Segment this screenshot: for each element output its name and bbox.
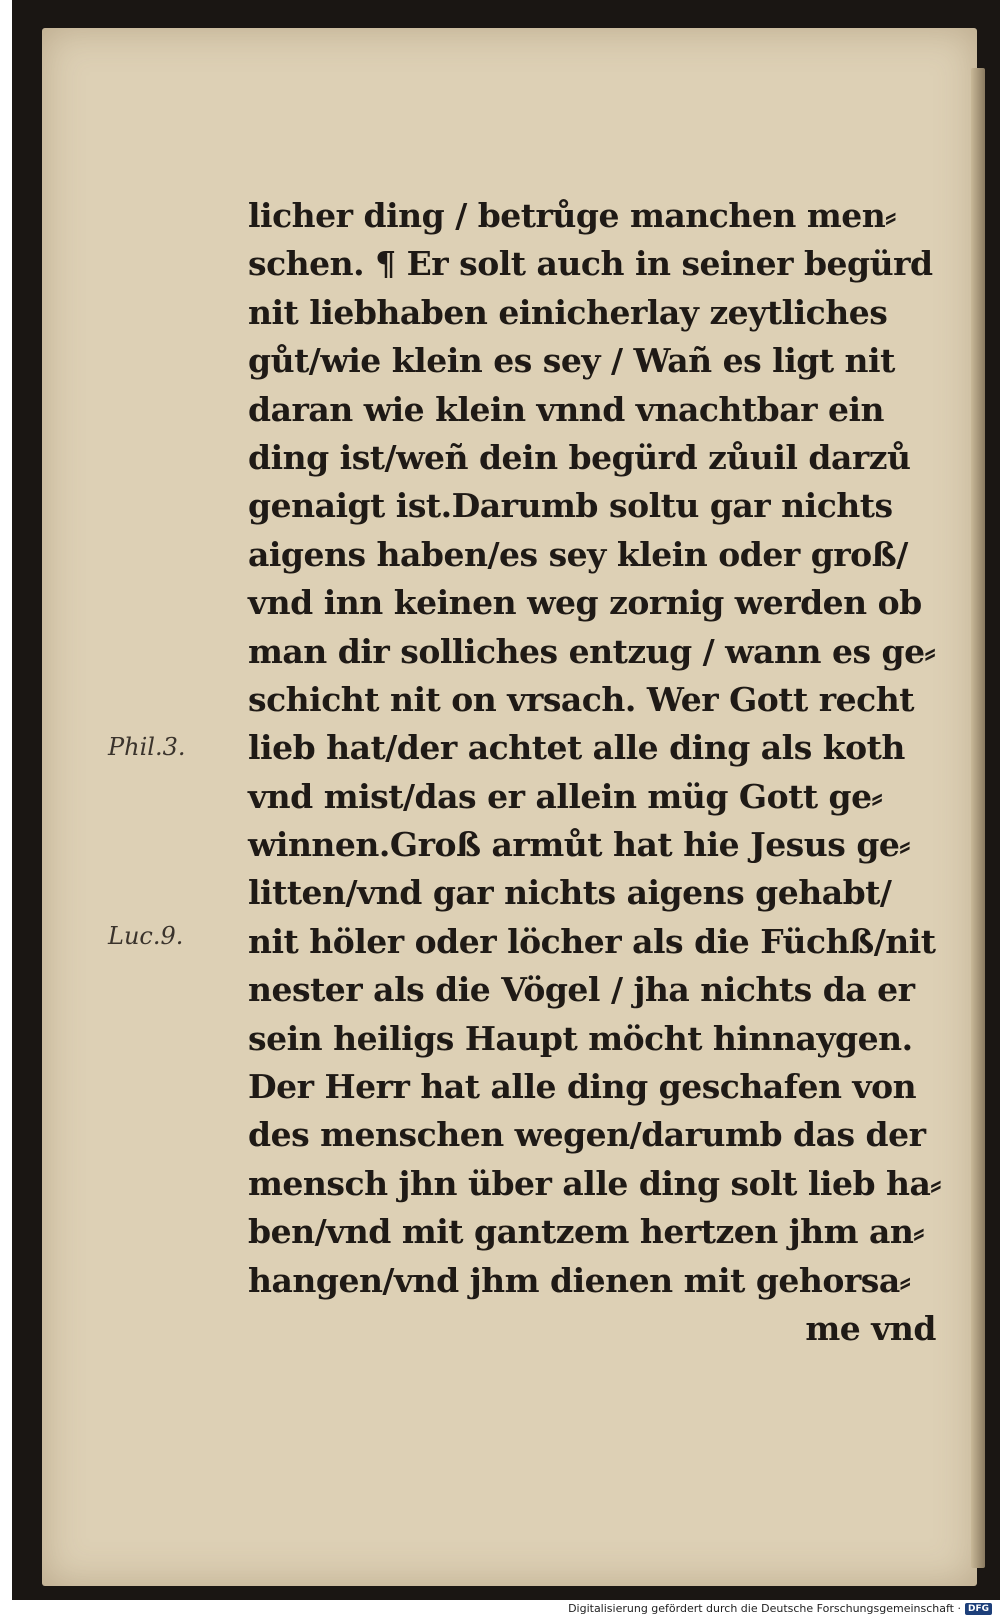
text-line: ding ist/weñ dein begürd zůuil darzů xyxy=(248,437,911,477)
page-edge xyxy=(971,68,985,1568)
marginal-note-phil: Phil.3. xyxy=(108,733,186,761)
text-line: aigens haben/es sey klein oder groß/ xyxy=(248,534,908,574)
text-line: gůt/wie klein es sey / Wañ es ligt nit xyxy=(248,341,895,381)
text-line: genaigt ist.Darumb soltu gar nichts xyxy=(248,486,893,526)
text-line: schen. ¶ Er solt auch in seiner begürd xyxy=(248,244,933,284)
dfg-logo: DFG xyxy=(965,1603,992,1615)
text-line: vnd inn keinen weg zornig werden ob xyxy=(248,583,922,623)
text-line: nit liebhaben einicherlay zeytliches xyxy=(248,292,888,332)
digitization-credit xyxy=(568,1602,992,1615)
credit-text: Digitalisierung gefördert durch die Deutsche Forschungsgemeinschaft · xyxy=(568,1602,961,1615)
main-text xyxy=(248,192,968,1353)
text-line: Der Herr hat alle ding geschafen von xyxy=(248,1067,917,1107)
text-line: vnd mist/das er allein müg Gott ge⸗ xyxy=(248,776,883,816)
text-line: hangen/vnd jhm dienen mit gehorsa⸗ xyxy=(248,1260,911,1300)
text-line: schicht nit on vrsach. Wer Gott recht xyxy=(248,679,914,719)
text-line: winnen.Groß armůt hat hie Jesus ge⸗ xyxy=(248,825,910,865)
text-line: nester als die Vögel / jha nichts da er xyxy=(248,970,915,1010)
text-line: licher ding / betrůge manchen men⸗ xyxy=(248,196,896,235)
text-line: ben/vnd mit gantzem hertzen jhm an⸗ xyxy=(248,1212,924,1252)
text-line: man dir solliches entzug / wann es ge⸗ xyxy=(248,631,936,671)
text-line: litten/vnd gar nichts aigens gehabt/ xyxy=(248,873,892,913)
catchword-line: me vnd xyxy=(805,1308,936,1348)
text-line: des menschen wegen/darumb das der xyxy=(248,1115,926,1155)
text-line: nit höler oder löcher als die Füchß/nit xyxy=(248,921,936,961)
marginal-note-luc: Luc.9. xyxy=(108,922,184,950)
text-line: sein heiligs Haupt möcht hinnaygen. xyxy=(248,1018,913,1058)
text-line: daran wie klein vnnd vnachtbar ein xyxy=(248,389,885,429)
text-line: lieb hat/der achtet alle ding als koth xyxy=(248,728,905,768)
text-line: mensch jhn über alle ding solt lieb ha⸗ xyxy=(248,1163,941,1203)
